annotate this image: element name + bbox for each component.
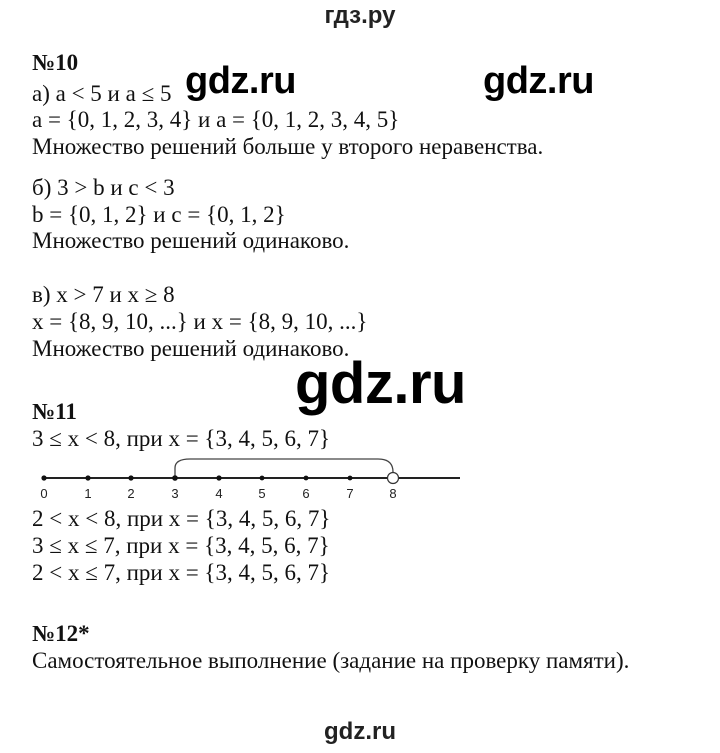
task-10-number: №10 bbox=[32, 50, 79, 75]
task-10v-conclusion: Множество решений одинаково. bbox=[32, 336, 350, 361]
number-line-diagram bbox=[0, 440, 480, 500]
task-10b-statement: б) 3 > b и c < 3 bbox=[32, 175, 175, 200]
task-11-inequality-2: 2 < x < 8, при x = {3, 4, 5, 6, 7} bbox=[32, 506, 331, 531]
site-footer-title: gdz.ru bbox=[324, 718, 396, 745]
interval-arc bbox=[175, 459, 393, 478]
open-point-8 bbox=[388, 473, 399, 484]
watermark: gdz.ru bbox=[483, 60, 594, 102]
tick-label: 3 bbox=[171, 486, 179, 500]
task-10a-statement: а) a < 5 и a ≤ 5 bbox=[32, 81, 172, 106]
tick-label: 1 bbox=[84, 486, 92, 500]
task-12-number: №12* bbox=[32, 621, 90, 646]
task-10b-conclusion: Множество решений одинаково. bbox=[32, 228, 350, 253]
tick-label: 2 bbox=[127, 486, 135, 500]
tick-label: 4 bbox=[215, 486, 223, 500]
task-10a-conclusion: Множество решений больше у второго неравенства. bbox=[32, 134, 544, 159]
tick-label: 7 bbox=[346, 486, 354, 500]
site-header-title: гдз.ру bbox=[324, 2, 396, 29]
task-10v-statement: в) x > 7 и x ≥ 8 bbox=[32, 282, 175, 307]
task-11-inequality-4: 2 < x ≤ 7, при x = {3, 4, 5, 6, 7} bbox=[32, 560, 331, 585]
tick-label: 0 bbox=[40, 486, 48, 500]
task-11-number: №11 bbox=[32, 399, 77, 424]
task-11-first-inequality: 3 ≤ x < 8, при x = {3, 4, 5, 6, 7} bbox=[32, 426, 331, 451]
task-11-inequality-3: 3 ≤ x ≤ 7, при x = {3, 4, 5, 6, 7} bbox=[32, 533, 330, 558]
watermark: gdz.ru bbox=[185, 60, 296, 102]
task-10a-sets: a = {0, 1, 2, 3, 4} и a = {0, 1, 2, 3, 4, 5} bbox=[32, 107, 400, 132]
task-10b-sets: b = {0, 1, 2} и c = {0, 1, 2} bbox=[32, 202, 286, 227]
watermark: gdz.ru bbox=[295, 351, 466, 416]
tick-label: 8 bbox=[389, 486, 397, 500]
tick-label: 6 bbox=[302, 486, 310, 500]
task-10v-sets: x = {8, 9, 10, ...} и x = {8, 9, 10, ...} bbox=[32, 309, 368, 334]
tick-label: 5 bbox=[258, 486, 266, 500]
task-12-text: Самостоятельное выполнение (задание на проверку памяти). bbox=[32, 648, 630, 673]
